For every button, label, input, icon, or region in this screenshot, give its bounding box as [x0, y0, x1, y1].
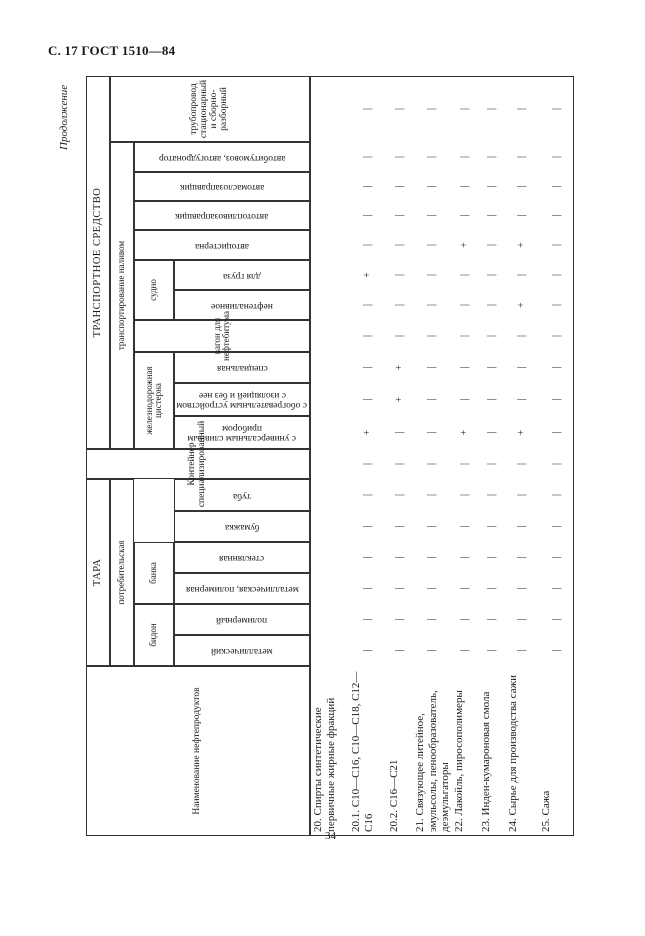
table-cell: | — [516, 274, 527, 277]
column-header-9 — [174, 352, 310, 383]
table-cell: + — [516, 429, 527, 436]
table-cell: | — [550, 587, 562, 590]
table-cell: | — [459, 156, 470, 159]
column-header-label: автомаслозаправщик — [179, 182, 265, 193]
table-cell — [310, 142, 348, 172]
table-cell: | — [550, 556, 562, 559]
table-cell — [310, 172, 348, 201]
table-cell: | — [459, 214, 470, 217]
row-name: 21. Связующее литейное, эмульсолы, пенообразователь, деэмульгаторы — [414, 690, 452, 832]
page-header: С. 17 ГОСТ 1510—84 — [48, 43, 176, 58]
table-cell: | — [459, 556, 470, 559]
table-cell: | — [426, 463, 437, 466]
column-header-label: металлическая, полимерная — [185, 584, 299, 595]
table-cell: | — [393, 274, 405, 277]
table-cell — [310, 573, 348, 604]
table-cell: | — [361, 366, 373, 369]
table-cell: | — [393, 587, 405, 590]
table-cell: | — [459, 618, 470, 621]
column-header-label: полимерный — [216, 615, 268, 626]
column-header-label: автотопливозаправщик — [175, 211, 269, 222]
table-cell: | — [486, 587, 497, 590]
banka-header: банка — [134, 542, 174, 604]
table-cell: | — [361, 108, 373, 111]
table-cell: | — [393, 244, 405, 247]
table-cell: | — [361, 463, 373, 466]
table-cell: | — [459, 525, 470, 528]
table-cell: | — [516, 214, 527, 217]
table-cell: | — [486, 185, 497, 188]
table-cell: | — [486, 398, 497, 401]
row-name: 24. Сырье для производства сажи — [507, 674, 519, 832]
table-cell — [310, 290, 348, 320]
table-cell — [310, 320, 348, 352]
table-cell — [310, 383, 348, 416]
column-header-label: стеклянная — [219, 553, 265, 564]
table-cell: | — [426, 214, 437, 217]
column-header-4 — [174, 511, 310, 542]
row-name: 20. Спирты синтетические первичные жирные фракций — [312, 697, 337, 832]
table-cell: | — [550, 494, 562, 497]
table-cell — [310, 230, 348, 260]
table-cell: | — [550, 304, 562, 307]
bidon-header: бидон — [134, 604, 174, 666]
row-name: 22. Лакойль, пиросополимеры — [453, 690, 465, 832]
table-cell: | — [550, 214, 562, 217]
table-cell: | — [516, 366, 527, 369]
table-cell: | — [426, 431, 437, 434]
table-cell: | — [426, 304, 437, 307]
table-cell: | — [459, 398, 470, 401]
table-cell: | — [486, 618, 497, 621]
column-header-1 — [174, 604, 310, 635]
table-cell: | — [426, 185, 437, 188]
table-cell: | — [550, 618, 562, 621]
table-cell: | — [486, 556, 497, 559]
table-cell: | — [426, 556, 437, 559]
column-header-label: нефтеналивное — [211, 300, 273, 311]
table-cell: | — [393, 431, 405, 434]
table-cell: | — [516, 108, 527, 111]
table-cell: | — [361, 304, 373, 307]
table-cell: | — [426, 525, 437, 528]
table-cell: | — [550, 274, 562, 277]
tara-consumer-header: потребительская — [110, 479, 134, 666]
table-cell: | — [516, 156, 527, 159]
table-cell: + — [361, 272, 373, 278]
table-cell: | — [550, 398, 562, 401]
table-cell: | — [486, 156, 497, 159]
table-cell: | — [516, 494, 527, 497]
table-cell — [310, 416, 348, 449]
table-cell: | — [426, 335, 437, 338]
table-cell — [310, 76, 348, 142]
column-header-label: туба — [233, 490, 251, 501]
table-cell: | — [393, 108, 405, 111]
table-cell: + — [393, 364, 405, 371]
table-cell: | — [361, 185, 373, 188]
column-header-8 — [174, 383, 310, 416]
transport-header: ТРАНСПОРТНОЕ СРЕДСТВО — [86, 76, 110, 449]
table-cell: | — [516, 556, 527, 559]
table-cell: | — [459, 494, 470, 497]
table-cell: | — [516, 463, 527, 466]
table-cell: | — [550, 185, 562, 188]
table-cell: | — [550, 156, 562, 159]
ship-header: судно — [134, 260, 174, 320]
table-cell — [310, 511, 348, 542]
table-cell: | — [393, 649, 405, 652]
page-number: 34 — [325, 830, 336, 842]
column-header-14 — [134, 201, 310, 230]
table-cell: | — [426, 244, 437, 247]
table-cell: | — [459, 335, 470, 338]
table-cell: | — [486, 304, 497, 307]
table-cell: | — [550, 431, 562, 434]
column-header-label: специальная — [216, 363, 268, 374]
table-cell: | — [459, 366, 470, 369]
table-cell — [310, 542, 348, 573]
rotated-table — [86, 76, 574, 836]
column-header-label: автобитумовоз, автогудронатор — [158, 152, 286, 163]
table-cell: + — [361, 429, 373, 436]
table-cell: | — [486, 494, 497, 497]
table-cell: | — [459, 274, 470, 277]
continued-label: Продолжение — [58, 84, 70, 150]
pipeline-header: трубопровод стационарный и сборно-разборный — [110, 76, 310, 142]
table-cell: | — [459, 304, 470, 307]
row-name: 25. Сажа — [540, 790, 552, 832]
table-cell — [310, 352, 348, 383]
table-cell: | — [361, 525, 373, 528]
table-cell: | — [550, 335, 562, 338]
table-cell: | — [486, 244, 497, 247]
bulk-header: транспортирование наливом — [110, 142, 134, 449]
table-cell: | — [486, 431, 497, 434]
table-cell: | — [426, 366, 437, 369]
table-cell — [310, 479, 348, 511]
column-header-7 — [174, 416, 310, 449]
table-cell: | — [459, 649, 470, 652]
column-header-2 — [174, 573, 310, 604]
table-cell: + — [393, 396, 405, 403]
column-header-13 — [134, 230, 310, 260]
table-cell: | — [486, 335, 497, 338]
table-frame — [86, 76, 574, 836]
column-header-11 — [174, 290, 310, 320]
column-header-label: с универсальным сливным прибором — [187, 423, 297, 444]
table-cell: | — [486, 463, 497, 466]
tara-header: ТАРА — [86, 479, 110, 666]
table-cell: | — [393, 463, 405, 466]
table-cell: | — [361, 398, 373, 401]
table-cell: | — [393, 618, 405, 621]
column-header-label: для груза — [223, 270, 261, 281]
table-cell: | — [361, 156, 373, 159]
table-cell: | — [426, 274, 437, 277]
column-header-3 — [174, 542, 310, 573]
table-cell: | — [393, 156, 405, 159]
container-header: Контейнер специализированный — [86, 449, 310, 479]
table-cell: | — [426, 156, 437, 159]
table-cell: | — [516, 649, 527, 652]
wagon-header: вагон для нефтебитума — [134, 320, 310, 352]
table-cell: + — [459, 242, 470, 248]
column-header-label: бумажка — [224, 522, 260, 533]
table-cell: | — [361, 494, 373, 497]
rail-tank-header: железнодорожная цистерна — [134, 352, 174, 449]
table-cell: | — [361, 244, 373, 247]
table-cell: | — [516, 618, 527, 621]
column-header-label: автоцистерна — [194, 240, 250, 251]
table-cell: | — [550, 366, 562, 369]
table-cell: | — [393, 556, 405, 559]
table-cell: | — [426, 587, 437, 590]
table-cell: | — [459, 463, 470, 466]
table-cell: | — [361, 587, 373, 590]
table-cell: | — [426, 649, 437, 652]
table-cell: | — [426, 618, 437, 621]
table-cell: | — [516, 587, 527, 590]
table-cell: | — [393, 214, 405, 217]
table-cell: | — [426, 398, 437, 401]
table-cell: + — [459, 429, 470, 436]
column-header-label: с обогревательным устройством с изоляцией и без нее — [176, 390, 308, 411]
table-cell: | — [486, 214, 497, 217]
table-cell: | — [393, 335, 405, 338]
table-cell: | — [361, 649, 373, 652]
table-cell: | — [486, 108, 497, 111]
column-header-5 — [174, 479, 310, 511]
table-cell: | — [361, 556, 373, 559]
table-cell: | — [459, 108, 470, 111]
table-cell: | — [486, 649, 497, 652]
row-name: 20.2. C16—C21 — [388, 759, 400, 832]
row-name: 23. Инден-кумароновая смола — [480, 691, 492, 832]
table-cell: | — [361, 214, 373, 217]
table-cell: | — [486, 366, 497, 369]
table-cell: | — [426, 108, 437, 111]
table-cell: + — [516, 302, 527, 308]
table-cell: | — [486, 274, 497, 277]
table-cell: | — [550, 463, 562, 466]
table-cell: | — [550, 108, 562, 111]
table-cell: | — [516, 185, 527, 188]
table-cell — [310, 449, 348, 479]
table-cell: | — [550, 525, 562, 528]
table-cell: | — [459, 185, 470, 188]
table-cell: | — [426, 494, 437, 497]
product-header: Наименование нефтепродуктов — [86, 666, 310, 836]
table-cell: + — [516, 242, 527, 248]
table-cell: | — [361, 618, 373, 621]
table-cell: | — [486, 525, 497, 528]
table-cell: | — [459, 587, 470, 590]
table-cell: | — [393, 185, 405, 188]
table-cell: | — [393, 494, 405, 497]
table-cell: | — [550, 244, 562, 247]
table-cell: | — [516, 335, 527, 338]
table-cell — [310, 260, 348, 290]
table-cell: | — [393, 304, 405, 307]
column-header-15 — [134, 172, 310, 201]
table-cell: | — [516, 398, 527, 401]
column-header-12 — [174, 260, 310, 290]
table-cell — [310, 604, 348, 635]
table-cell — [310, 201, 348, 230]
table-cell: | — [516, 525, 527, 528]
table-cell: | — [550, 649, 562, 652]
table-cell: | — [361, 335, 373, 338]
col-metal-bidon: металлический — [174, 635, 310, 666]
table-cell: | — [393, 525, 405, 528]
column-header-16 — [134, 142, 310, 172]
row-name: 20.1. C10—C16, C10—C18, C12—C16 — [350, 671, 375, 832]
table-cell — [310, 635, 348, 666]
